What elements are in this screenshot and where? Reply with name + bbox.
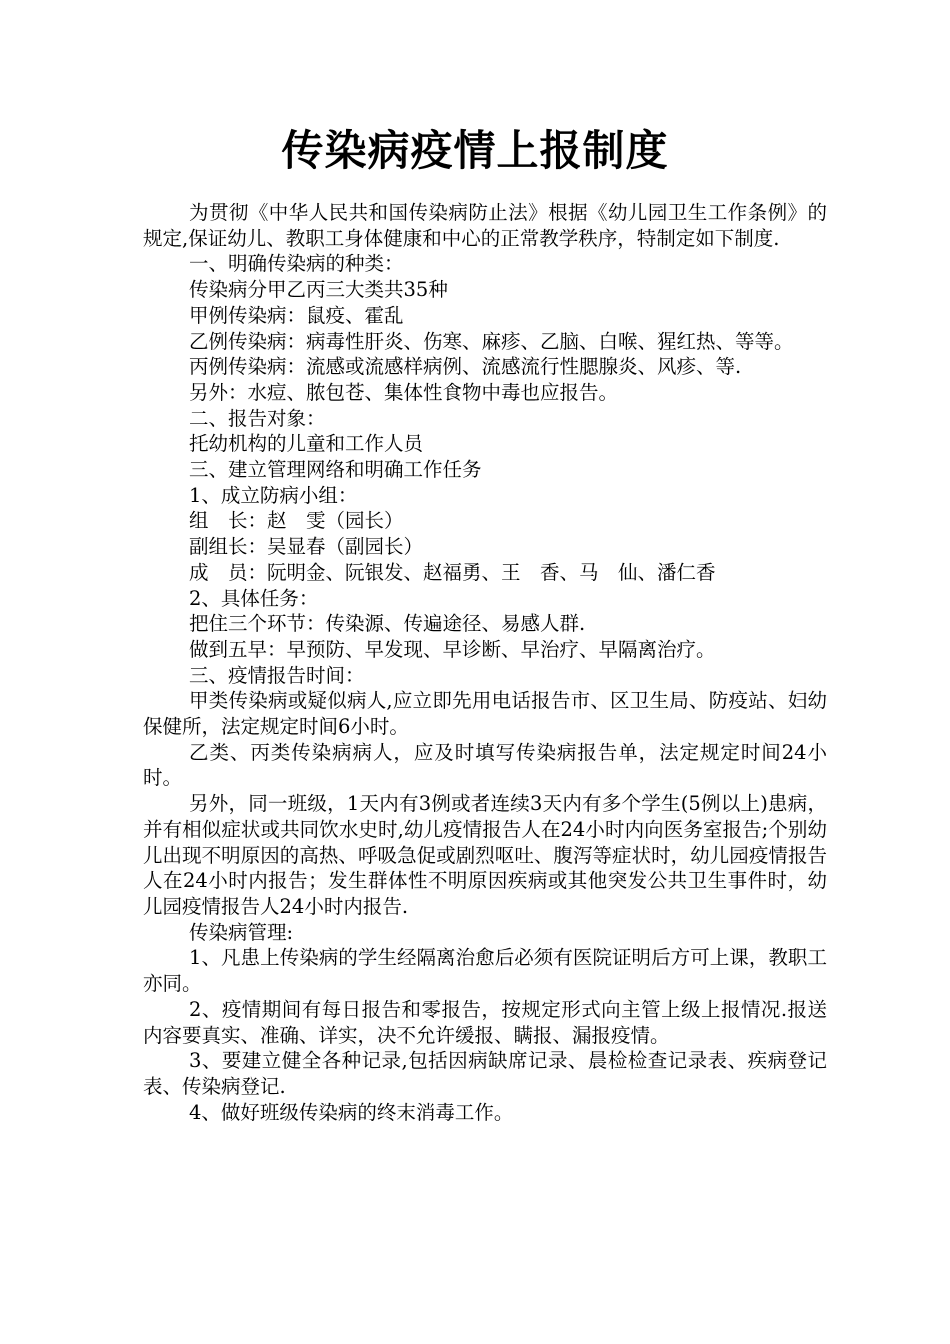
paragraph-management-2: 2、疫情期间有每日报告和零报告，按规定形式向主管上级上报情况.报送内容要真实、准确、详实，决不允许缓报、瞒报、漏报疫情。 [143,997,827,1047]
heading-disease-management: 传染病管理: [189,920,294,944]
paragraph-deputy-leader: 副组长：吴显春（副园长） [189,535,424,559]
paragraph-three-links: 把住三个环节：传染源、传遍途径、易感人群. [189,612,586,636]
document-body [143,200,827,1125]
paragraph-additional: 另外：水痘、脓包苍、集体性食物中毒也应报告。 [189,380,619,404]
heading-disease-types: 一、明确传染病的种类： [189,252,404,276]
paragraph-class-b: 乙例传染病：病毒性肝炎、伤寒、麻疹、乙脑、白喉、猩红热、等等。 [189,329,794,353]
paragraph-five-early: 做到五早：早预防、早发现、早诊断、早治疗、早隔离治疗。 [189,637,716,661]
heading-specific-tasks: 2、具体任务： [189,586,319,610]
paragraph-report-targets: 托幼机构的儿童和工作人员 [189,432,424,456]
heading-report-targets: 二、报告对象： [189,406,326,430]
paragraph-class-c: 丙例传染病：流感或流感样病例、流感流行性腮腺炎、风疹、等. [189,355,742,379]
paragraph-disease-classes: 传染病分甲乙丙三大类共35种 [189,278,448,302]
paragraph-class-a-report: 甲类传染病或疑似病人,应立即先用电话报告市、区卫生局、防疫站、妇幼保健所，法定规定时间6小时。 [143,689,827,739]
heading-prevention-group: 1、成立防病小组： [189,483,358,507]
paragraph-cluster-report: 另外，同一班级，1天内有3例或者连续3天内有多个学生(5例以上)患病，并有相似症状或共同饮水史时,幼儿疫情报告人在24小时内向医务室报告;个别幼儿出现不明原因的高热、呼吸急促或剧烈呕吐、腹泻等症状时，幼儿园疫情报告人在24小时内报告；发生群体性不明原因疾病或其他突发公共卫生事件时，幼儿园疫情报告人24小时内报告. [143,792,827,918]
heading-management-network: 三、建立管理网络和明确工作任务 [189,458,482,482]
paragraph-class-a: 甲例传染病：鼠疫、霍乱 [189,303,404,327]
paragraph-class-bc-report: 乙类、丙类传染病病人，应及时填写传染病报告单，法定规定时间24小时。 [143,740,827,790]
paragraph-group-leader: 组 长：赵 雯（园长） [189,509,404,533]
paragraph-management-4: 4、做好班级传染病的终末消毒工作。 [189,1100,514,1124]
paragraph-management-3: 3、要建立健全各种记录,包括因病缺席记录、晨检检查记录表、疾病登记表、传染病登记. [143,1049,827,1098]
paragraph-group-members: 成 员：阮明金、阮银发、赵福勇、王 香、马 仙、潘仁香 [189,560,716,584]
paragraph-management-1: 1、凡患上传染病的学生经隔离治愈后必须有医院证明后方可上课，教职工亦同。 [143,946,827,996]
heading-report-time: 三、疫情报告时间： [189,663,365,687]
document-title: 传染病疫情上报制度 [281,126,669,175]
paragraph-intro: 为贯彻《中华人民共和国传染病防止法》根据《幼儿园卫生工作条例》的规定,保证幼儿、教职工身体健康和中心的正常教学秩序，特制定如下制度. [143,201,827,250]
